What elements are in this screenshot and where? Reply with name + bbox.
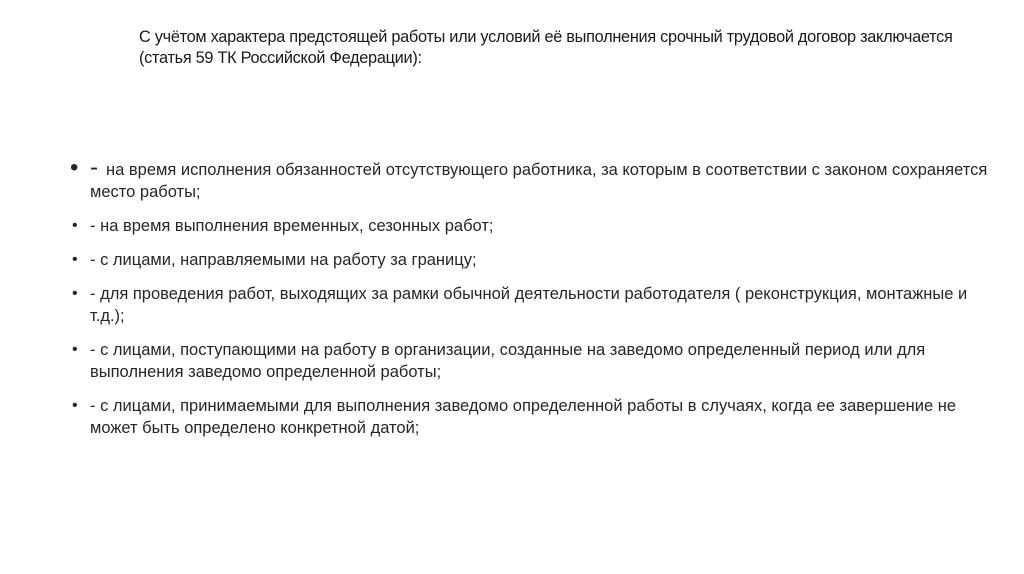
bullet-list [68, 154, 988, 451]
bullet-icon: • [72, 341, 78, 358]
list-item [68, 395, 988, 439]
list-item-text: на время исполнения обязанностей отсутствующего работника, за которым в соответствии с законом сохраняется место работы; [90, 161, 988, 201]
list-item-text: - на время выполнения временных, сезонных работ; [90, 217, 494, 235]
bullet-icon: • [72, 285, 78, 302]
list-item-text: - для проведения работ, выходящих за рамки обычной деятельности работодателя ( реконструкция, монтажные и т.д.); [90, 285, 968, 325]
list-item [68, 339, 988, 383]
list-item [68, 154, 988, 203]
bullet-icon: • [72, 397, 78, 414]
list-item [68, 283, 988, 327]
slide-title: С учётом характера предстоящей работы или условий её выполнения срочный трудовой договор заключается (статья 59 ТК Российской Федерации): [139, 27, 953, 67]
dash-mark: - [90, 154, 98, 181]
list-item [68, 215, 988, 237]
bullet-icon: • [70, 154, 79, 181]
bullet-icon: • [72, 251, 78, 268]
list-item [68, 249, 988, 271]
bullet-icon: • [72, 217, 78, 234]
list-item-text: - с лицами, поступающими на работу в организации, созданные на заведомо определенный период или для выполнения заведомо определенной работы; [90, 341, 926, 381]
list-item-text: - с лицами, направляемыми на работу за границу; [90, 251, 477, 269]
list-item-text: - с лицами, принимаемыми для выполнения заведомо определенной работы в случаях, когда ее завершение не может быть определено конкретной датой; [90, 397, 957, 437]
